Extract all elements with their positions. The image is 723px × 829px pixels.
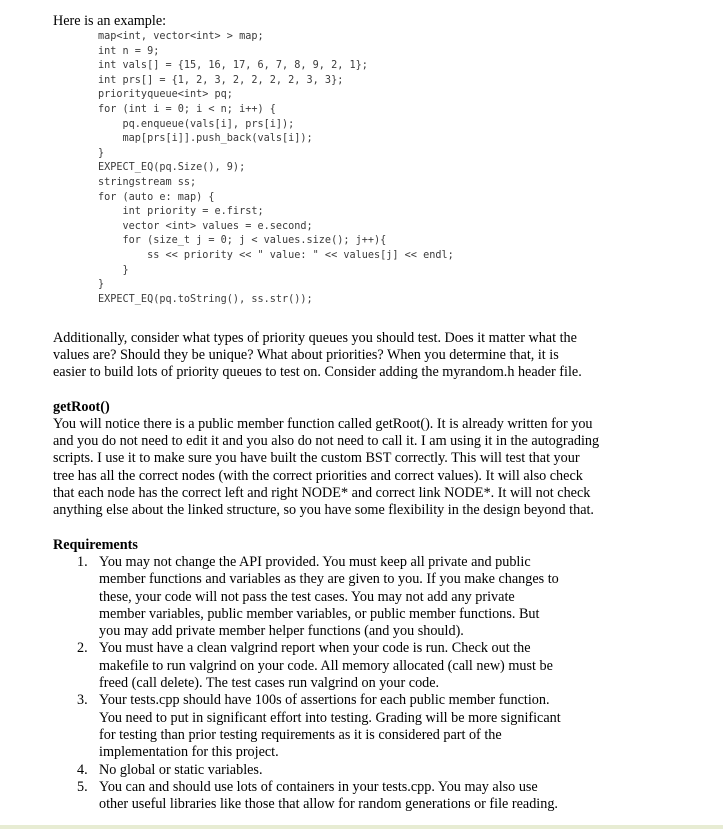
requirement-line: You must have a clean valgrind report when your code is run. Check out the (99, 640, 531, 657)
requirement-number: 3. (77, 692, 88, 709)
code-line: vector <int> values = e.second; (98, 220, 313, 232)
code-line: } (98, 279, 105, 291)
requirement-item (53, 640, 693, 692)
code-line: stringstream ss; (98, 176, 197, 188)
requirement-item (53, 692, 693, 761)
requirements-list (53, 554, 693, 813)
paragraph-line: that each node has the correct left and right NODE* and correct link NODE*. It will not check (53, 484, 591, 501)
requirement-line: You can and should use lots of containers in your tests.cpp. You may also use (99, 778, 538, 795)
paragraph-line: and you do not need to edit it and you also do not need to call it. I am using it in the autograding (53, 433, 600, 450)
paragraph-line: Additionally, consider what types of priority queues you should test. Does it matter what the (53, 330, 577, 346)
code-line: priorityqueue<int> pq; (98, 89, 233, 101)
getroot-heading: getRoot() (53, 399, 110, 415)
requirement-line: for testing than prior testing requirements as it is considered part of the (99, 726, 502, 743)
requirement-line: member functions and variables as they are given to you. If you make changes to (99, 571, 559, 588)
code-example (98, 30, 454, 307)
code-line: for (size_t j = 0; j < values.size(); j++){ (98, 235, 387, 247)
paragraph-line: You will notice there is a public member function called getRoot(). It is already written for you (53, 416, 593, 432)
requirement-line: member variables, public member variables, or public member functions. But (99, 605, 540, 622)
requirement-line: No global or static variables. (99, 761, 263, 778)
bottom-strip (0, 825, 723, 829)
requirement-line: other useful libraries like those that allow for random generations or file reading. (99, 796, 558, 813)
requirement-number: 4. (77, 761, 88, 778)
requirement-number: 1. (77, 554, 88, 570)
requirement-line: You may not change the API provided. You must keep all private and public (99, 554, 531, 570)
code-line: map[prs[i]].push_back(vals[i]); (98, 133, 313, 145)
code-line: ss << priority << " value: " << values[j] << endl; (98, 249, 454, 261)
requirement-number: 5. (77, 778, 88, 795)
requirements-heading: Requirements (53, 537, 138, 553)
requirement-line: makefile to run valgrind on your code. All memory allocated (call new) must be (99, 657, 553, 674)
code-line: for (int i = 0; i < n; i++) { (98, 103, 276, 115)
paragraph-line: values are? Should they be unique? What about priorities? When you determine that, it is (53, 347, 559, 364)
code-line: } (98, 264, 129, 276)
requirement-item (53, 779, 693, 814)
paragraph-line: scripts. I use it to make sure you have built the custom BST correctly. This will test that your (53, 450, 580, 467)
code-line: EXPECT_EQ(pq.toString(), ss.str()); (98, 293, 313, 305)
requirement-item (53, 762, 693, 779)
requirement-line: You need to put in significant effort into testing. Grading will be more significant (99, 709, 561, 726)
code-line: int vals[] = {15, 16, 17, 6, 7, 8, 9, 2, 1}; (98, 60, 368, 72)
code-line: int prs[] = {1, 2, 3, 2, 2, 2, 2, 3, 3}; (98, 74, 344, 86)
code-line: int priority = e.first; (98, 206, 264, 218)
example-intro: Here is an example: (53, 13, 167, 29)
code-line: for (auto e: map) { (98, 191, 215, 203)
requirement-line: freed (call delete). The test cases run valgrind on your code. (99, 675, 440, 692)
code-line: EXPECT_EQ(pq.Size(), 9); (98, 162, 246, 174)
additionally-paragraph (53, 330, 693, 382)
requirement-line: Your tests.cpp should have 100s of assertions for each public member function. (99, 692, 550, 709)
requirement-line: implementation for this project. (99, 744, 279, 761)
code-line: map<int, vector<int> > map; (98, 31, 264, 42)
code-line: int n = 9; (98, 45, 160, 57)
code-line: pq.enqueue(vals[i], prs[i]); (98, 118, 295, 130)
paragraph-line: tree has all the correct nodes (with the correct priorities and correct values). It will also check (53, 467, 583, 484)
requirement-line: you may add private member helper functions (and you should). (99, 623, 464, 640)
paragraph-line: anything else about the linked structure, so you have some flexibility in the design beyond that. (53, 502, 594, 519)
paragraph-line: easier to build lots of priority queues to test on. Consider adding the myrandom.h header file. (53, 364, 582, 381)
requirement-number: 2. (77, 640, 88, 657)
requirement-item (53, 554, 693, 640)
requirement-line: these, your code will not pass the test cases. You may not add any private (99, 588, 515, 605)
code-line: } (98, 147, 105, 159)
getroot-paragraph (53, 416, 693, 519)
